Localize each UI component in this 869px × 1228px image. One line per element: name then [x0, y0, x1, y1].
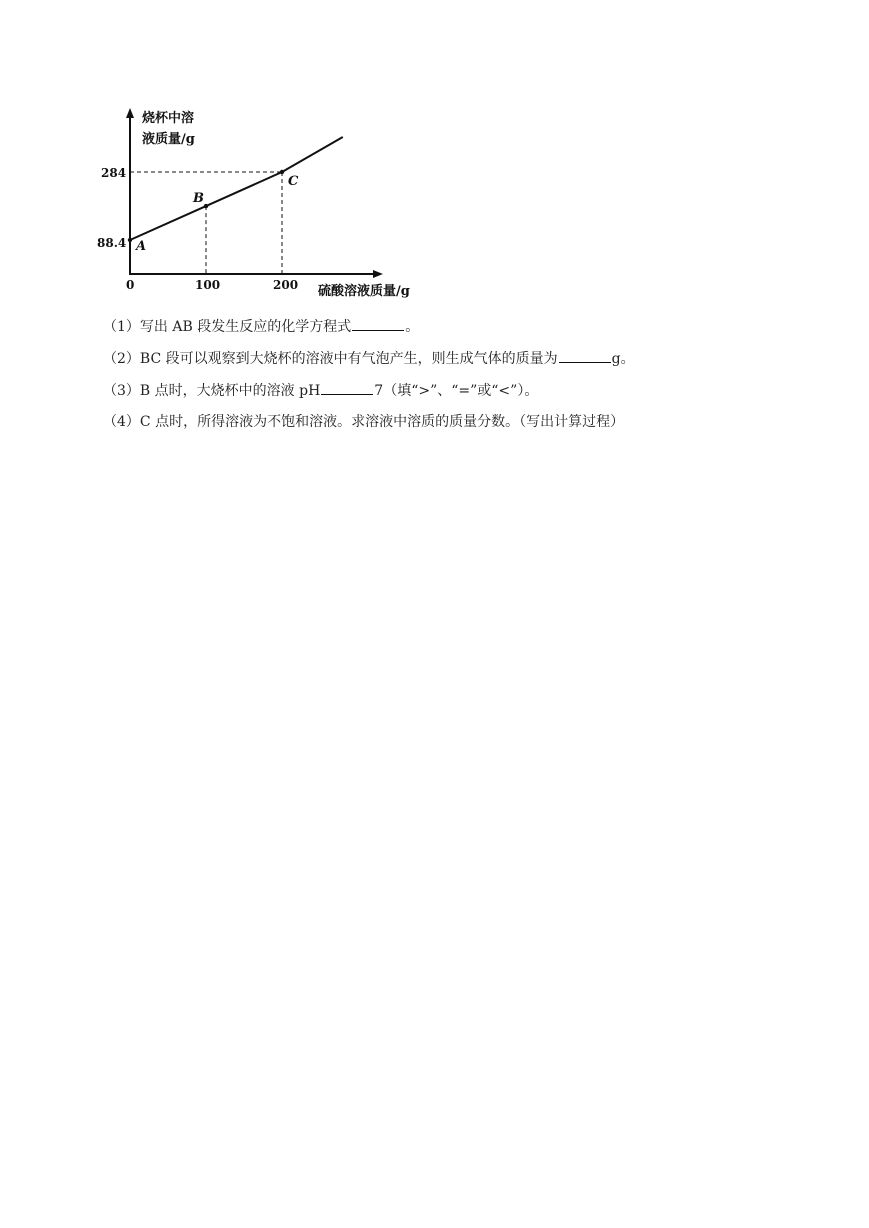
answer-blank-1[interactable]: [352, 316, 404, 331]
x-axis-label: 硫酸溶液质量/g: [318, 284, 410, 299]
answer-blank-3[interactable]: [321, 380, 373, 395]
question-4: [103, 412, 823, 444]
question-4-number: （4）: [103, 414, 140, 430]
x-tick-100: 100: [195, 278, 221, 292]
question-list: [103, 316, 823, 444]
y-tick-88-4: 88.4: [97, 236, 127, 250]
question-3-number: （3）: [103, 383, 140, 399]
y-axis-label-line-2: 液质量/g: [142, 132, 195, 147]
question-2-number: （2）: [103, 351, 140, 367]
x-tick-200: 200: [273, 278, 299, 292]
mass-line-chart: [96, 100, 436, 305]
question-1-suffix: 。: [405, 319, 420, 335]
series-line: [130, 137, 343, 240]
question-3-suffix: 7（填“>”、“=”或“<”）。: [374, 383, 539, 399]
question-3-text: B 点时，大烧杯中的溶液 pH: [139, 383, 321, 399]
x-tick-0: 0: [126, 278, 135, 292]
question-2-text: BC 段可以观察到大烧杯的溶液中有气泡产生，则生成气体的质量为: [139, 351, 558, 367]
answer-blank-2[interactable]: [559, 348, 611, 363]
point-A: [128, 238, 132, 242]
y-axis-arrow: [126, 108, 134, 118]
question-1-number: （1）: [103, 319, 140, 335]
point-label-C: C: [288, 174, 299, 189]
y-axis-label-line-1: 烧杯中溶: [142, 111, 195, 126]
x-axis-arrow: [373, 270, 383, 278]
point-label-B: B: [193, 191, 204, 207]
point-B: [204, 204, 208, 208]
point-label-A: A: [136, 239, 147, 254]
question-3: [103, 380, 823, 412]
question-1: [103, 316, 823, 348]
question-4-text: C 点时，所得溶液为不饱和溶液。求溶液中溶质的质量分数。（写出计算过程）: [139, 414, 625, 430]
question-2-suffix: g。: [611, 351, 635, 367]
y-tick-284: 284: [101, 166, 127, 180]
question-2: [103, 348, 823, 380]
point-C: [280, 170, 284, 174]
question-1-text: 写出 AB 段发生反应的化学方程式: [139, 319, 352, 335]
